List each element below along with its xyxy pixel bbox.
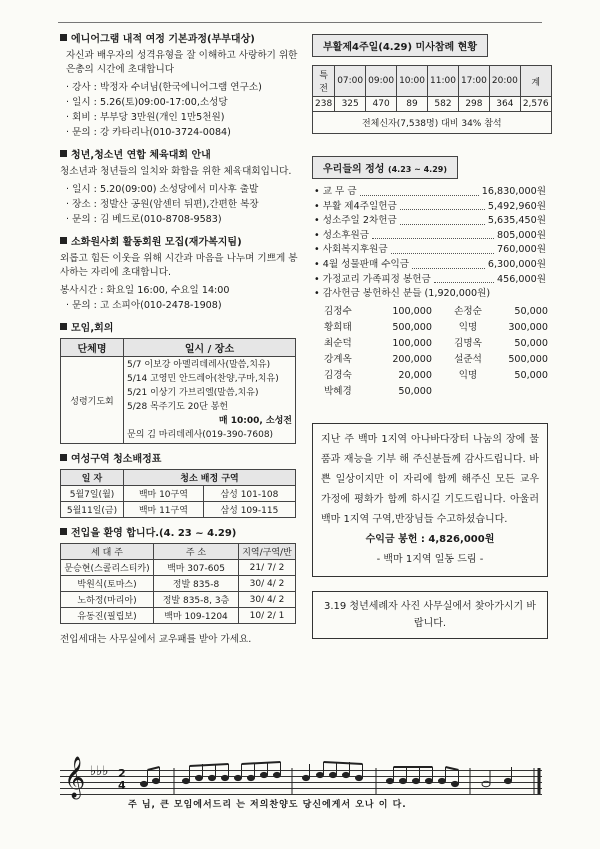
song-lyrics: 주 님, 큰 모임에서드리 는 저의찬양도 당신에게서 오나 이 다. xyxy=(128,800,407,810)
newcomer-area: 10/ 2/ 1 xyxy=(239,608,296,624)
right-column xyxy=(312,30,548,639)
list-item: • 가정교리 가족피정 봉헌금 456,000원 xyxy=(314,273,546,288)
enneagram-lecturer: · 강사 : 박정자 수녀님(한국에니어그램 연구소) xyxy=(66,82,262,93)
mass-value: 582 xyxy=(428,97,459,112)
donor-grid xyxy=(324,304,548,399)
donor-name: 익명 xyxy=(458,369,478,381)
col-area-header: 청소 배정 구역 xyxy=(124,470,296,486)
enneagram-title: 에니어그램 내적 여정 기본과정(부부대상) xyxy=(60,30,300,45)
mass-header: 09:00 xyxy=(366,66,397,97)
flat-signs-icon: ♭♭♭ xyxy=(90,764,109,779)
meeting-group-cell: 성령기도회 xyxy=(61,357,124,444)
mass-header: 20:00 xyxy=(489,66,520,97)
meeting-line: 문의 김 마리데레사(019-390-7608) xyxy=(127,430,274,440)
cleaning-title: 여성구역 청소배정표 xyxy=(60,450,300,465)
newcomers-section xyxy=(60,524,300,647)
photo-notice xyxy=(312,591,548,639)
square-bullet-icon xyxy=(60,237,67,244)
list-item: • 부활 제4주일헌금 5,492,960원 xyxy=(314,200,546,215)
youth-title: 청년,청소년 연합 체육대회 안내 xyxy=(60,146,300,161)
donor-name: 최순덕 xyxy=(324,337,352,349)
meetings-table xyxy=(60,338,296,444)
meeting-schedule-cell xyxy=(124,357,296,444)
donor-name: 박혜경 xyxy=(324,385,352,397)
table-row xyxy=(313,66,552,97)
list-item: • 감사헌금 봉헌하신 분들 (1,920,000원) xyxy=(314,287,546,302)
donor-amount: 50,000 xyxy=(514,305,548,317)
donor-amount: 500,000 xyxy=(508,353,548,365)
list-item: • 성소후원금 805,000원 xyxy=(314,229,546,244)
donor-amount: 50,000 xyxy=(514,369,548,381)
photo-notice-text: 3.19 청년세례자 사진 사무실에서 찾아가시기 바랍니다. xyxy=(323,600,537,629)
enneagram-section xyxy=(60,30,300,140)
volunteer-section xyxy=(60,233,300,313)
donor-name: 김명옥 xyxy=(454,337,482,349)
meetings-title: 모임,회의 xyxy=(60,319,300,334)
mass-value: 238 xyxy=(313,97,335,112)
newcomer-area: 30/ 4/ 2 xyxy=(239,576,296,592)
mass-summary: 전체신자(7,538명) 대비 34% 참석 xyxy=(313,112,552,134)
meeting-line: 5/21 이상기 가브리엘(말씀,치유) xyxy=(127,388,259,398)
meeting-line: 매 10:00, 소성전 xyxy=(218,416,292,426)
cleaning-area-b: 삼성 109-115 xyxy=(203,502,295,518)
mass-header: 특전 xyxy=(313,66,335,97)
mass-header: 10:00 xyxy=(397,66,428,97)
donor-amount: 50,000 xyxy=(514,337,548,349)
donor-name: 김경숙 xyxy=(324,369,352,381)
list-item: • 4월 성물판매 수익금 6,300,000원 xyxy=(314,258,546,273)
newcomers-note: 전입세대는 사무실에서 교우패를 받아 가세요. xyxy=(60,634,252,645)
newcomers-title: 전입을 환영 합니다.(4. 23 ~ 4.29) xyxy=(60,524,300,539)
meeting-line: 5/28 목주기도 20단 봉헌 xyxy=(127,402,229,412)
table-row xyxy=(61,560,296,576)
cleaning-date: 5월11일(금) xyxy=(61,502,124,518)
music-notes-icon xyxy=(136,758,542,800)
donor-amount: 100,000 xyxy=(392,337,432,349)
newcomer-addr: 정발 835-8, 3층 xyxy=(154,592,239,608)
music-staff xyxy=(60,757,542,798)
col-head-header: 세 대 주 xyxy=(61,544,154,560)
donor-amount: 500,000 xyxy=(392,321,432,333)
mass-value: 364 xyxy=(489,97,520,112)
newcomer-area: 30/ 4/ 2 xyxy=(239,592,296,608)
newcomer-addr: 정발 835-8 xyxy=(154,576,239,592)
square-bullet-icon xyxy=(60,323,67,330)
col-addr-header: 주 소 xyxy=(154,544,239,560)
mass-header: 07:00 xyxy=(335,66,366,97)
newcomer-name: 박원식(토마스) xyxy=(61,576,154,592)
donor-name: 설준석 xyxy=(454,353,482,365)
time-signature-icon: 2 4 xyxy=(118,767,126,792)
donor-name: 손정순 xyxy=(454,305,482,317)
col-region-header: 지역/구역/반 xyxy=(239,544,296,560)
newcomer-addr: 백마 307-605 xyxy=(154,560,239,576)
col-schedule-header: 일시 / 장소 xyxy=(124,339,296,357)
col-group-header: 단체명 xyxy=(61,339,124,357)
offerings-list xyxy=(314,185,546,302)
mass-value: 89 xyxy=(397,97,428,112)
newcomer-name: 문승현(스콜리스티카) xyxy=(61,560,154,576)
meeting-line: 5/7 이보강 아멜리데레사(말씀,치유) xyxy=(127,360,271,370)
left-column xyxy=(60,30,300,653)
donor-amount: 300,000 xyxy=(508,321,548,333)
donor-name: 익명 xyxy=(458,321,478,333)
youth-contact: · 문의 : 김 베드로(010-8708-9583) xyxy=(66,214,222,225)
enneagram-date: · 일시 : 5.26(토)09:00-17:00,소성당 xyxy=(66,97,228,108)
meetings-section xyxy=(60,319,300,444)
youth-date: · 일시 : 5.20(09:00) 소성당에서 미사후 출발 xyxy=(66,184,259,195)
donor-name: 김정수 xyxy=(324,305,352,317)
notice-total: 수익금 봉헌 : 4,826,000원 xyxy=(365,533,495,545)
enneagram-contact: · 문의 : 강 카타리나(010-3724-0084) xyxy=(66,127,231,138)
cleaning-area-b: 삼성 101-108 xyxy=(203,486,295,502)
newcomer-area: 21/ 7/ 2 xyxy=(239,560,296,576)
cleaning-area-a: 백마 10구역 xyxy=(124,486,204,502)
square-bullet-icon xyxy=(60,150,67,157)
table-row xyxy=(61,592,296,608)
newcomers-table xyxy=(60,543,296,624)
table-row xyxy=(313,97,552,112)
list-item: • 성소주일 2차헌금 5,635,450원 xyxy=(314,214,546,229)
volunteer-time: 봉사시간 : 화요일 16:00, 수요일 14:00 xyxy=(60,285,230,296)
mass-value: 325 xyxy=(335,97,366,112)
cleaning-date: 5월7일(월) xyxy=(61,486,124,502)
youth-desc: 청소년과 청년들의 일치와 화합을 위한 체육대회입니다. xyxy=(60,166,292,177)
volunteer-title: 소화원사회 활동회원 모집(재가복지팀) xyxy=(60,233,300,248)
market-thanks-notice xyxy=(312,423,548,577)
square-bullet-icon xyxy=(60,528,67,535)
table-row xyxy=(61,576,296,592)
mass-value: 470 xyxy=(366,97,397,112)
notice-text: 지난 주 백마 1지역 아나바다장터 나눔의 장에 물품과 재능을 기부 해 주신분들께 감사드립니다. 바쁜 일상이지만 이 자리에 함께 해주신 모든 교우 가정에 평화가 함께 하시길 기도드립니다. 아울러 백마 1지역 구역,반장님들 수고하셨습니다. xyxy=(321,433,539,525)
cleaning-table xyxy=(60,469,296,518)
donor-amount: 100,000 xyxy=(392,305,432,317)
table-row xyxy=(61,608,296,624)
list-item: • 사회복지후원금 760,000원 xyxy=(314,243,546,258)
treble-clef-icon: 𝄞 xyxy=(64,757,86,798)
newcomer-name: 유동진(필립보) xyxy=(61,608,154,624)
mass-attendance-table xyxy=(312,65,552,134)
donor-name: 황희태 xyxy=(324,321,352,333)
table-row xyxy=(313,112,552,134)
donor-amount: 20,000 xyxy=(398,369,432,381)
newcomer-name: 노하정(마리아) xyxy=(61,592,154,608)
mass-header: 17:00 xyxy=(458,66,489,97)
mass-header: 11:00 xyxy=(428,66,459,97)
donor-amount: 200,000 xyxy=(392,353,432,365)
volunteer-desc: 외롭고 힘든 이웃을 위해 시간과 마음을 나누며 기쁘게 봉사하는 자리에 초대합니다. xyxy=(60,253,298,278)
table-row xyxy=(61,486,296,502)
donor-amount: 50,000 xyxy=(398,385,432,397)
cleaning-area-a: 백마 11구역 xyxy=(124,502,204,518)
cleaning-section xyxy=(60,450,300,518)
mass-value: 2,576 xyxy=(520,97,551,112)
meeting-line: 5/14 고영민 안드레아(찬양,구마,치유) xyxy=(127,374,279,384)
newcomer-addr: 백마 109-1204 xyxy=(154,608,239,624)
table-row xyxy=(61,502,296,518)
square-bullet-icon xyxy=(60,34,67,41)
donor-name: 강계옥 xyxy=(324,353,352,365)
notice-signature: - 백마 1지역 일동 드림 - xyxy=(376,553,484,565)
youth-place: · 장소 : 정발산 공원(암센터 뒤편),간편한 복장 xyxy=(66,199,259,210)
youth-section xyxy=(60,146,300,227)
col-date-header: 일 자 xyxy=(61,470,124,486)
mass-title: 부활제4주일(4.29) 미사참례 현황 xyxy=(312,34,488,57)
offerings-title: 우리들의 정성 (4.23 ~ 4.29) xyxy=(312,156,458,179)
enneagram-desc: 자신과 배우자의 성격유형을 잘 이해하고 사랑하기 위한 은총의 시간에 초대합니다 xyxy=(66,50,298,75)
list-item: • 교 무 금 16,830,000원 xyxy=(314,185,546,200)
mass-value: 298 xyxy=(458,97,489,112)
volunteer-contact: · 문의 : 고 소피아(010-2478-1908) xyxy=(66,300,222,311)
mass-header: 계 xyxy=(520,66,551,97)
top-rule xyxy=(58,22,542,23)
square-bullet-icon xyxy=(60,454,67,461)
enneagram-fee: · 회비 : 부부당 3만원(개인 1만5천원) xyxy=(66,112,225,123)
